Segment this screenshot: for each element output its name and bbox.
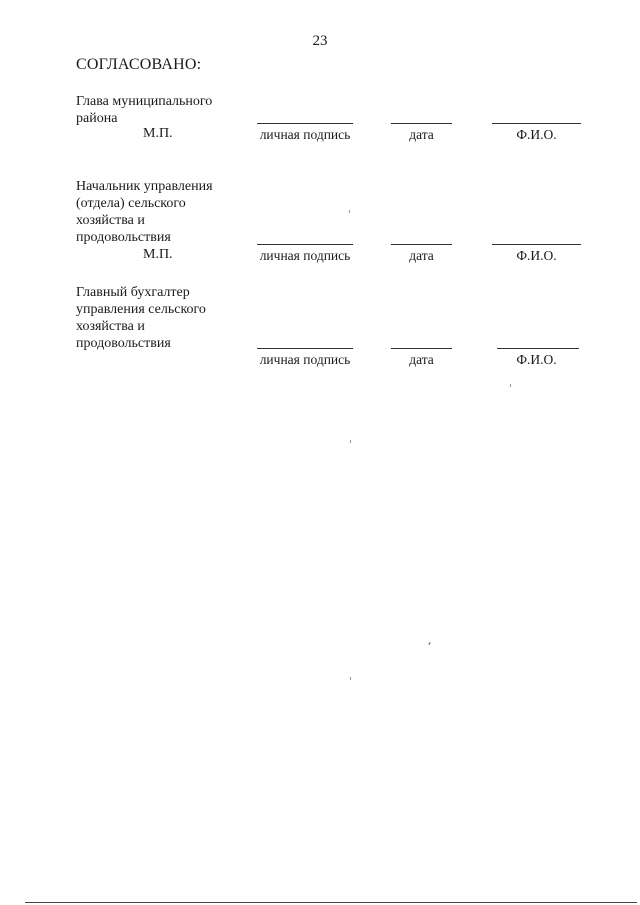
block-2-date-line (391, 244, 452, 245)
scan-speck (350, 677, 351, 680)
block-3-title (76, 284, 246, 352)
block-2-date-caption: дата (409, 248, 434, 263)
block-3-title-line: управления сельского (76, 302, 206, 317)
block-1-title (76, 93, 246, 127)
block-2-title-line: (отдела) сельского (76, 196, 186, 211)
scan-speck (350, 440, 351, 443)
block-3-name-caption: Ф.И.О. (516, 352, 557, 367)
block-2-name-caption: Ф.И.О. (516, 248, 557, 263)
block-3-date-line (391, 348, 452, 349)
block-1-name-line (492, 123, 581, 124)
block-3-signature-line (257, 348, 353, 349)
block-3-date-caption: дата (409, 352, 434, 367)
block-2-stamp-mark: М.П. (143, 247, 173, 262)
bottom-rule (25, 902, 637, 903)
block-1-date-line (391, 123, 452, 124)
scan-speck (428, 642, 430, 645)
block-1-title-line: района (76, 111, 118, 126)
scan-speck (510, 384, 511, 387)
block-2-title (76, 178, 246, 246)
block-3-title-line: хозяйства и (76, 319, 145, 334)
block-1-name-caption: Ф.И.О. (516, 127, 557, 142)
scan-speck (349, 210, 350, 213)
block-3-title-line: Главный бухгалтер (76, 285, 190, 300)
block-1-title-line: Глава муниципального (76, 94, 213, 109)
block-1-stamp-mark: М.П. (143, 126, 173, 141)
block-3-name-line (497, 348, 579, 349)
block-1-signature-caption: личная подпись (259, 127, 351, 142)
block-2-name-line (492, 244, 581, 245)
block-1-signature-line (257, 123, 353, 124)
block-2-title-line: продовольствия (76, 230, 171, 245)
page-number: 23 (312, 33, 328, 49)
block-2-title-line: хозяйства и (76, 213, 145, 228)
approval-heading: СОГЛАСОВАНО: (76, 56, 202, 73)
block-2-signature-caption: личная подпись (259, 248, 351, 263)
block-2-title-line: Начальник управления (76, 179, 213, 194)
block-3-signature-caption: личная подпись (259, 352, 351, 367)
block-1-date-caption: дата (409, 127, 434, 142)
block-3-title-line: продовольствия (76, 336, 171, 351)
block-2-signature-line (257, 244, 353, 245)
